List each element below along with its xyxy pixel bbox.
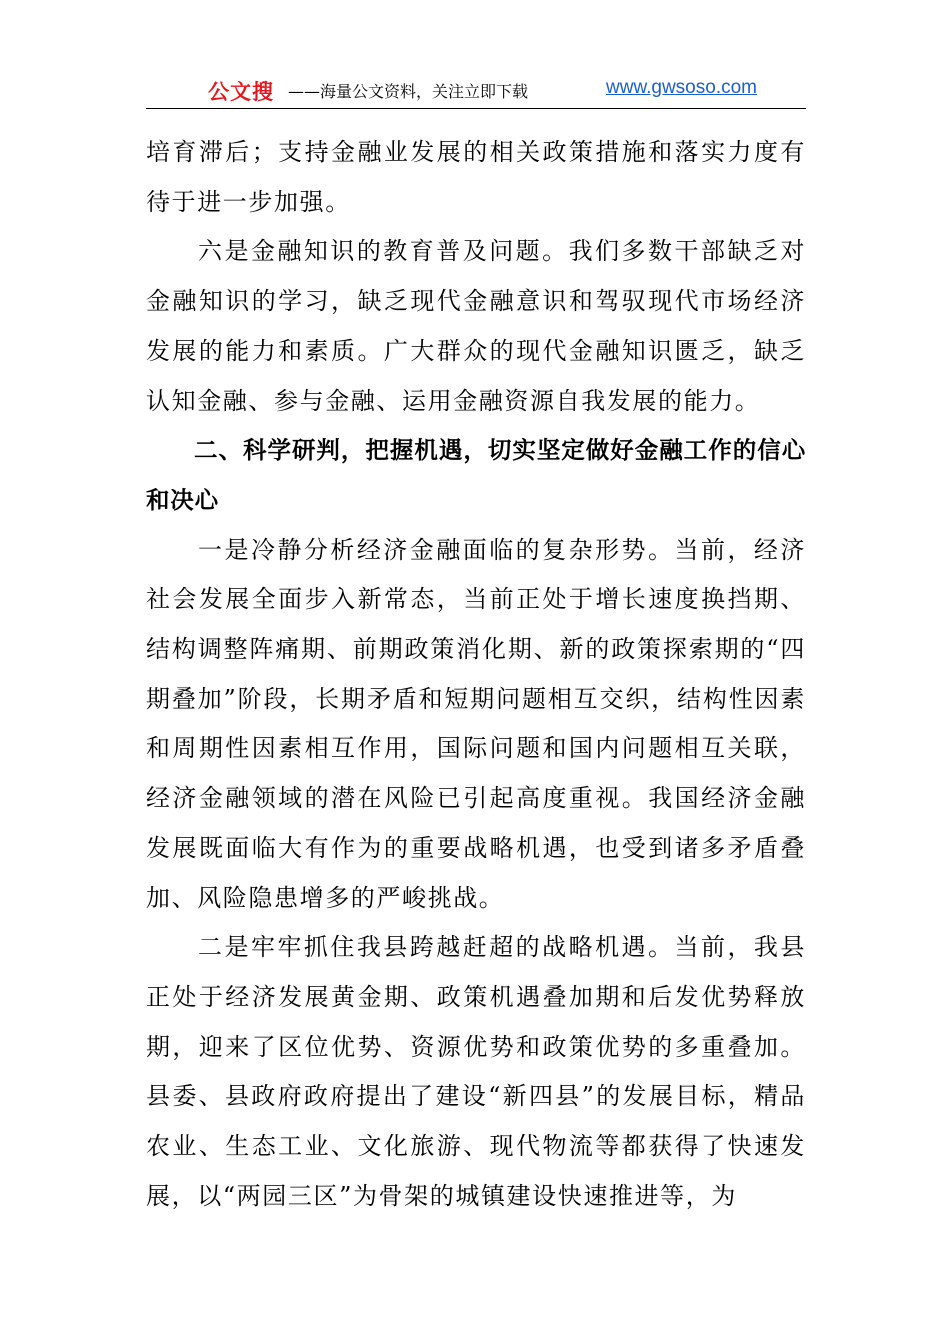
page-header — [146, 68, 806, 109]
header-slogan: ——海量公文资料，关注立即下载 — [288, 82, 529, 101]
document-body — [146, 128, 806, 1221]
section-heading: 二、科学研判，把握机遇，切实坚定做好金融工作的信心和决心 — [146, 436, 806, 514]
paragraph-continuation: 培育滞后；支持金融业发展的相关政策措施和落实力度有待于进一步加强。 — [146, 138, 806, 216]
website-link[interactable]: www.gwsoso.com — [606, 77, 757, 98]
paragraph-strategic-opportunity: 二是牢牢抓住我县跨越赶超的战略机遇。当前，我县正处于经济发展黄金期、政策机遇叠加期和后发优势释放期，迎来了区位优势、资源优势和政策优势的多重叠加。县委、县政府政府提出了建设“新四县”的发展目标，精品农业、生态工业、文化旅游、现代物流等都获得了快速发展，以“两园三区”为骨架的城镇建设快速推进等，为 — [146, 933, 806, 1210]
brand-logo-text[interactable]: 公文搜 — [208, 80, 274, 104]
paragraph-financial-education: 六是金融知识的教育普及问题。我们多数干部缺乏对金融知识的学习，缺乏现代金融意识和驾驭现代市场经济发展的能力和素质。广大群众的现代金融知识匮乏，缺乏认知金融、参与金融、运用金融资源自我发展的能力。 — [146, 237, 806, 415]
paragraph-economic-situation: 一是冷静分析经济金融面临的复杂形势。当前，经济社会发展全面步入新常态，当前正处于增长速度换挡期、结构调整阵痛期、前期政策消化期、新的政策探索期的“四期叠加”阶段，长期矛盾和短期问题相互交织，结构性因素和周期性因素相互作用，国际问题和国内问题相互关联，经济金融领域的潜在风险已引起高度重视。我国经济金融发展既面临大有作为的重要战略机遇，也受到诸多矛盾叠加、风险隐患增多的严峻挑战。 — [146, 535, 806, 912]
